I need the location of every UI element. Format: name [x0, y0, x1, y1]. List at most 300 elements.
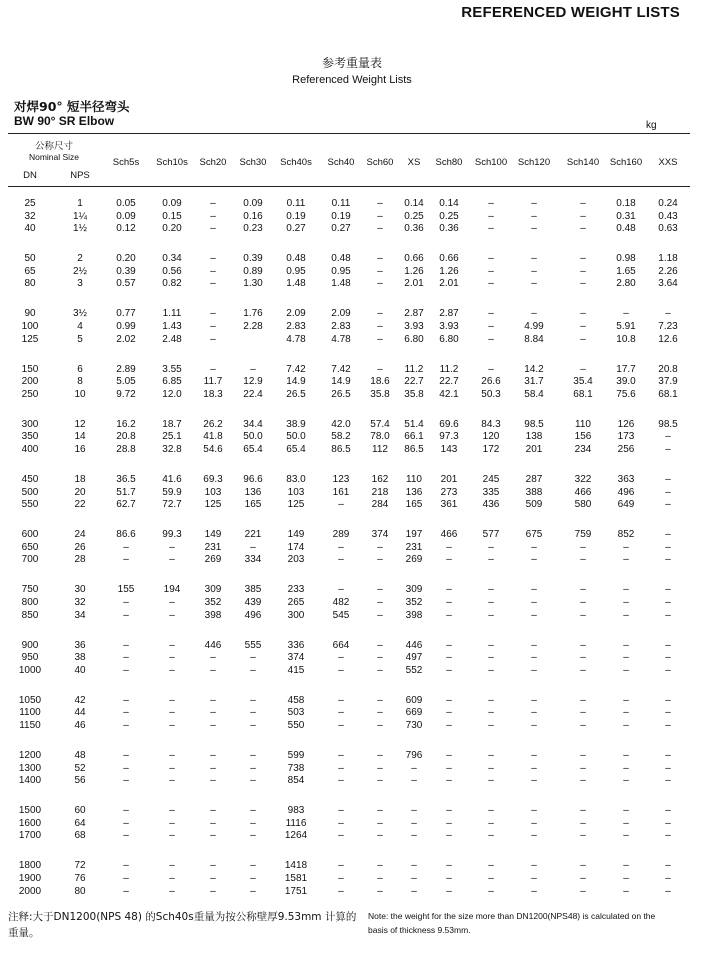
weight-cell: 112 — [372, 444, 388, 455]
weight-cell: 458 — [287, 694, 305, 706]
weight-cell: – — [411, 885, 417, 897]
weight-cell: – — [531, 830, 537, 842]
weight-cell: 42.0 — [331, 418, 351, 430]
weight-cell: 0.66 — [404, 253, 424, 265]
weight-cell: 269 — [405, 554, 423, 566]
weight-cell: 10.8 — [616, 333, 636, 345]
column-header: Sch80 — [435, 157, 463, 168]
weight-cell: 31.7 — [524, 376, 544, 388]
weight-cell: – — [338, 817, 344, 829]
dn-cell: 250 — [21, 388, 39, 400]
weight-cell: – — [446, 652, 452, 664]
weight-cell: 361 — [440, 499, 458, 511]
weight-cell: 143 — [440, 444, 458, 455]
weight-cell: – — [446, 750, 452, 761]
weight-cell: 273 — [440, 486, 458, 498]
weight-cell: – — [169, 707, 175, 719]
weight-cell: 352 — [405, 597, 423, 608]
weight-cell: – — [377, 253, 383, 265]
weight-cell: – — [665, 529, 671, 541]
weight-cell: 1.18 — [658, 253, 678, 265]
weight-cell: 194 — [163, 584, 181, 596]
weight-cell: – — [338, 694, 344, 706]
weight-cell: 35.8 — [404, 388, 424, 400]
weight-cell: 41.8 — [203, 431, 223, 443]
weight-cell: – — [623, 584, 629, 596]
weight-cell: – — [210, 253, 216, 265]
weight-cell: 50.3 — [481, 388, 501, 400]
weight-cell: – — [411, 805, 417, 817]
weight-cell: 496 — [244, 609, 262, 621]
weight-cell: – — [623, 541, 629, 553]
dn-cell: 80 — [24, 278, 36, 290]
nps-cell: 4 — [77, 321, 83, 332]
weight-cell: 0.20 — [162, 223, 182, 235]
weight-cell: 0.77 — [116, 308, 136, 320]
weight-cell: 173 — [617, 431, 635, 443]
weight-cell: 577 — [482, 529, 500, 541]
nps-cell: 32 — [74, 597, 86, 608]
weight-cell: – — [411, 830, 417, 842]
weight-cell: 335 — [482, 486, 500, 498]
dn-cell: 100 — [21, 321, 39, 332]
weight-cell: – — [446, 720, 452, 731]
weight-cell: 2.89 — [116, 363, 136, 375]
weight-cell: 664 — [332, 639, 350, 651]
dn-cell: 700 — [21, 554, 39, 566]
weight-cell: 398 — [405, 609, 423, 621]
weight-cell: – — [488, 707, 494, 719]
weight-cell: – — [531, 198, 537, 209]
weight-cell: – — [580, 775, 586, 787]
weight-cell: 234 — [574, 444, 592, 455]
weight-cell: 50.0 — [286, 431, 306, 443]
weight-cell: – — [488, 210, 494, 222]
weight-cell: 14.9 — [331, 376, 351, 388]
weight-cell: – — [531, 805, 537, 817]
column-header: DN — [23, 170, 37, 181]
nps-cell: 36 — [74, 639, 86, 651]
weight-cell: – — [411, 775, 417, 787]
weight-cell: – — [377, 321, 383, 332]
weight-cell: – — [623, 694, 629, 706]
weight-cell: – — [580, 817, 586, 829]
weight-cell: 11.2 — [404, 363, 424, 375]
weight-cell: – — [446, 664, 452, 676]
weight-cell: – — [377, 541, 383, 553]
weight-cell: – — [377, 652, 383, 664]
weight-cell: 0.36 — [404, 223, 424, 235]
weight-cell: – — [210, 707, 216, 719]
nps-cell: 24 — [74, 529, 86, 541]
weight-cell: – — [446, 762, 452, 774]
weight-cell: – — [210, 652, 216, 664]
weight-cell: – — [338, 750, 344, 761]
weight-cell: 51.7 — [116, 486, 136, 498]
weight-cell: – — [580, 609, 586, 621]
weight-cell: – — [580, 308, 586, 320]
weight-cell: 54.6 — [203, 444, 223, 455]
weight-cell: 201 — [525, 444, 543, 455]
weight-cell: 1.30 — [243, 278, 263, 290]
weight-cell: 26.2 — [203, 418, 223, 430]
weight-cell: – — [210, 860, 216, 872]
dn-cell: 450 — [21, 474, 39, 485]
weight-cell: – — [338, 830, 344, 842]
nps-cell: 2 — [77, 253, 83, 265]
dn-cell: 1200 — [18, 750, 42, 761]
weight-cell: 2.87 — [404, 308, 424, 320]
weight-cell: – — [123, 830, 129, 842]
weight-cell: 497 — [405, 652, 423, 664]
weight-cell: 3.93 — [439, 321, 459, 332]
weight-cell: – — [250, 652, 256, 664]
dn-cell: 200 — [21, 376, 39, 388]
weight-cell: – — [580, 664, 586, 676]
weight-cell: – — [488, 308, 494, 320]
weight-cell: 162 — [371, 474, 389, 485]
weight-cell: – — [531, 265, 537, 277]
weight-cell: – — [580, 584, 586, 596]
weight-cell: – — [531, 253, 537, 265]
weight-cell: 86.5 — [331, 444, 351, 455]
nps-cell: 46 — [74, 720, 86, 731]
weight-cell: – — [531, 750, 537, 761]
weight-cell: 86.5 — [404, 444, 424, 455]
nps-cell: 56 — [74, 775, 86, 787]
weight-cell: – — [377, 707, 383, 719]
weight-cell: – — [210, 830, 216, 842]
dn-cell: 1300 — [18, 762, 42, 774]
weight-cell: 0.63 — [658, 223, 678, 235]
weight-cell: – — [488, 694, 494, 706]
weight-cell: – — [338, 873, 344, 884]
weight-cell: – — [488, 817, 494, 829]
weight-cell: – — [250, 817, 256, 829]
weight-cell: – — [169, 885, 175, 897]
dn-cell: 1900 — [18, 873, 42, 884]
weight-cell: 738 — [287, 762, 305, 774]
weight-cell: 11.2 — [439, 363, 459, 375]
weight-cell: 5.91 — [616, 321, 636, 332]
weight-cell: – — [250, 664, 256, 676]
weight-cell: 75.6 — [616, 388, 636, 400]
dn-cell: 1500 — [18, 805, 42, 817]
weight-cell: 0.12 — [116, 223, 136, 235]
weight-cell: – — [665, 652, 671, 664]
weight-cell: – — [580, 554, 586, 566]
weight-cell: – — [210, 885, 216, 897]
weight-cell: – — [446, 817, 452, 829]
weight-cell: – — [665, 609, 671, 621]
weight-cell: – — [531, 664, 537, 676]
weight-cell: – — [665, 694, 671, 706]
weight-cell: – — [250, 885, 256, 897]
weight-cell: – — [488, 253, 494, 265]
weight-cell: 436 — [482, 499, 500, 511]
weight-cell: – — [123, 694, 129, 706]
weight-cell: – — [488, 664, 494, 676]
weight-cell: 0.48 — [286, 253, 306, 265]
weight-cell: 165 — [405, 499, 423, 511]
weight-cell: 58.4 — [524, 388, 544, 400]
dn-cell: 900 — [21, 639, 39, 651]
weight-cell: – — [531, 210, 537, 222]
weight-cell: – — [665, 639, 671, 651]
column-header: Sch5s — [112, 157, 140, 168]
weight-cell: 0.14 — [439, 198, 459, 209]
weight-cell: 0.57 — [116, 278, 136, 290]
nps-cell: 1¼ — [73, 210, 87, 222]
weight-cell: – — [123, 597, 129, 608]
nps-cell: 40 — [74, 664, 86, 676]
weight-cell: 233 — [287, 584, 305, 596]
weight-cell: 103 — [287, 486, 305, 498]
nps-cell: 34 — [74, 609, 86, 621]
weight-cell: 0.11 — [331, 198, 351, 209]
weight-cell: – — [250, 860, 256, 872]
weight-cell: 34.4 — [243, 418, 263, 430]
weight-cell: 1.43 — [162, 321, 182, 332]
weight-cell: 503 — [287, 707, 305, 719]
weight-cell: – — [169, 694, 175, 706]
weight-cell: – — [338, 554, 344, 566]
weight-cell: – — [377, 775, 383, 787]
weight-cell: – — [338, 860, 344, 872]
weight-cell: 983 — [287, 805, 305, 817]
weight-cell: 759 — [574, 529, 592, 541]
unit-label: kg — [646, 120, 657, 131]
weight-cell: 26.5 — [286, 388, 306, 400]
weight-cell: – — [338, 720, 344, 731]
weight-cell: 7.42 — [331, 363, 351, 375]
weight-cell: 284 — [371, 499, 389, 511]
section-title-en: BW 90° SR Elbow — [14, 114, 115, 128]
weight-cell: 446 — [405, 639, 423, 651]
nps-cell: 3½ — [73, 308, 87, 320]
weight-cell: 97.3 — [439, 431, 459, 443]
weight-cell: 37.9 — [658, 376, 678, 388]
weight-cell: – — [210, 278, 216, 290]
weight-cell: 18.6 — [370, 376, 390, 388]
weight-cell: 1.11 — [162, 308, 182, 320]
weight-cell: – — [488, 265, 494, 277]
weight-cell: 59.9 — [162, 486, 182, 498]
weight-cell: – — [210, 873, 216, 884]
weight-cell: – — [377, 198, 383, 209]
weight-cell: – — [665, 762, 671, 774]
weight-cell: – — [623, 817, 629, 829]
weight-cell: 38.9 — [286, 418, 306, 430]
weight-cell: – — [377, 333, 383, 345]
weight-cell: – — [580, 541, 586, 553]
weight-cell: – — [580, 198, 586, 209]
weight-cell: – — [531, 860, 537, 872]
weight-cell: 58.2 — [331, 431, 351, 443]
weight-cell: – — [338, 499, 344, 511]
weight-cell: 5.05 — [116, 376, 136, 388]
weight-cell: 68.1 — [573, 388, 593, 400]
weight-cell: – — [377, 720, 383, 731]
weight-cell: 1.65 — [616, 265, 636, 277]
weight-cell: – — [665, 584, 671, 596]
weight-cell: 1751 — [284, 885, 308, 897]
weight-cell: 0.99 — [116, 321, 136, 332]
weight-cell: – — [531, 873, 537, 884]
weight-cell: 854 — [287, 775, 305, 787]
weight-cell: – — [377, 265, 383, 277]
weight-cell: – — [446, 805, 452, 817]
weight-cell: 2.09 — [286, 308, 306, 320]
column-header: Sch100 — [474, 157, 508, 168]
column-header: Sch140 — [566, 157, 600, 168]
weight-cell: 9.72 — [116, 388, 136, 400]
weight-cell: – — [623, 762, 629, 774]
weight-cell: 149 — [204, 529, 222, 541]
weight-cell: 6.80 — [404, 333, 424, 345]
weight-cell: – — [377, 860, 383, 872]
weight-cell: – — [580, 265, 586, 277]
dn-cell: 90 — [24, 308, 36, 320]
weight-cell: – — [488, 333, 494, 345]
nps-cell: 22 — [74, 499, 86, 511]
weight-cell: – — [665, 486, 671, 498]
weight-cell: 57.4 — [370, 418, 390, 430]
nps-cell: 68 — [74, 830, 86, 842]
weight-cell: – — [623, 750, 629, 761]
weight-cell: – — [210, 762, 216, 774]
weight-cell: 221 — [244, 529, 262, 541]
weight-cell: – — [665, 444, 671, 455]
weight-cell: – — [531, 707, 537, 719]
weight-cell: – — [623, 664, 629, 676]
weight-cell: – — [488, 885, 494, 897]
weight-cell: – — [623, 873, 629, 884]
nps-cell: 42 — [74, 694, 86, 706]
weight-cell: 1264 — [284, 830, 308, 842]
weight-cell: 0.09 — [162, 198, 182, 209]
weight-cell: – — [210, 198, 216, 209]
weight-cell: 99.3 — [162, 529, 182, 541]
weight-cell: 4.78 — [286, 333, 306, 345]
weight-cell: – — [623, 639, 629, 651]
dn-cell: 125 — [21, 333, 39, 345]
weight-cell: – — [338, 652, 344, 664]
weight-cell: – — [123, 750, 129, 761]
weight-cell: 126 — [617, 418, 635, 430]
weight-cell: – — [623, 885, 629, 897]
weight-cell: – — [446, 554, 452, 566]
dn-cell: 300 — [21, 418, 39, 430]
weight-cell: – — [623, 609, 629, 621]
weight-cell: – — [580, 321, 586, 332]
weight-cell: 265 — [287, 597, 305, 608]
weight-cell: 22.4 — [243, 388, 263, 400]
weight-cell: 22.7 — [404, 376, 424, 388]
weight-cell: – — [580, 720, 586, 731]
weight-cell: 3.64 — [658, 278, 678, 290]
weight-cell: 0.11 — [286, 198, 306, 209]
weight-cell: – — [210, 805, 216, 817]
weight-cell: – — [531, 762, 537, 774]
weight-cell: – — [580, 762, 586, 774]
weight-cell: – — [123, 805, 129, 817]
weight-cell: 496 — [617, 486, 635, 498]
weight-cell: 149 — [287, 529, 305, 541]
weight-cell: – — [580, 363, 586, 375]
weight-cell: – — [580, 278, 586, 290]
weight-cell: 669 — [405, 707, 423, 719]
nps-cell: 60 — [74, 805, 86, 817]
weight-cell: – — [123, 720, 129, 731]
weight-cell: 197 — [405, 529, 423, 541]
weight-cell: – — [210, 265, 216, 277]
weight-cell: 16.2 — [116, 418, 136, 430]
weight-cell: – — [338, 885, 344, 897]
weight-cell: – — [580, 860, 586, 872]
weight-cell: – — [338, 775, 344, 787]
weight-cell: 136 — [405, 486, 423, 498]
weight-cell: – — [250, 541, 256, 553]
weight-cell: – — [580, 805, 586, 817]
weight-cell: – — [446, 885, 452, 897]
weight-cell: 41.6 — [162, 474, 182, 485]
weight-cell: 26.6 — [481, 376, 501, 388]
weight-cell: – — [123, 885, 129, 897]
weight-cell: – — [250, 707, 256, 719]
weight-cell: – — [580, 639, 586, 651]
weight-cell: 0.16 — [243, 210, 263, 222]
weight-cell: 256 — [617, 444, 635, 455]
dn-cell: 750 — [21, 584, 39, 596]
weight-cell: 482 — [332, 597, 350, 608]
weight-cell: 110 — [406, 474, 422, 485]
weight-cell: – — [531, 554, 537, 566]
weight-cell: – — [488, 554, 494, 566]
weight-cell: – — [531, 278, 537, 290]
page-title-cn: 参考重量表 — [321, 56, 382, 70]
column-header: Sch10s — [156, 157, 188, 168]
weight-cell: 39.0 — [616, 376, 636, 388]
weight-cell: 1.26 — [404, 265, 424, 277]
weight-cell: – — [446, 597, 452, 608]
dn-cell: 150 — [21, 363, 39, 375]
weight-cell: – — [623, 830, 629, 842]
weight-cell: 1.76 — [243, 308, 263, 320]
dn-cell: 500 — [21, 486, 39, 498]
dn-cell: 1150 — [19, 720, 41, 731]
weight-cell: 1.48 — [286, 278, 306, 290]
weight-cell: – — [377, 278, 383, 290]
column-header: Sch40s — [280, 157, 312, 168]
weight-cell: – — [446, 541, 452, 553]
nominal-size-cn: 公称尺寸 — [34, 141, 73, 152]
weight-cell: – — [488, 321, 494, 332]
weight-cell: 552 — [405, 664, 423, 676]
weight-cell: – — [531, 584, 537, 596]
weight-cell: – — [169, 860, 175, 872]
nps-cell: 28 — [74, 554, 86, 566]
weight-cell: – — [123, 664, 129, 676]
weight-cell: – — [623, 597, 629, 608]
weight-cell: – — [169, 609, 175, 621]
dn-cell: 950 — [21, 652, 39, 664]
weight-cell: 174 — [287, 541, 305, 553]
weight-cell: 550 — [287, 720, 305, 731]
section-title-cn: 对焊90° 短半径弯头 — [14, 99, 130, 114]
weight-cell: – — [623, 775, 629, 787]
weight-cell: – — [377, 223, 383, 235]
